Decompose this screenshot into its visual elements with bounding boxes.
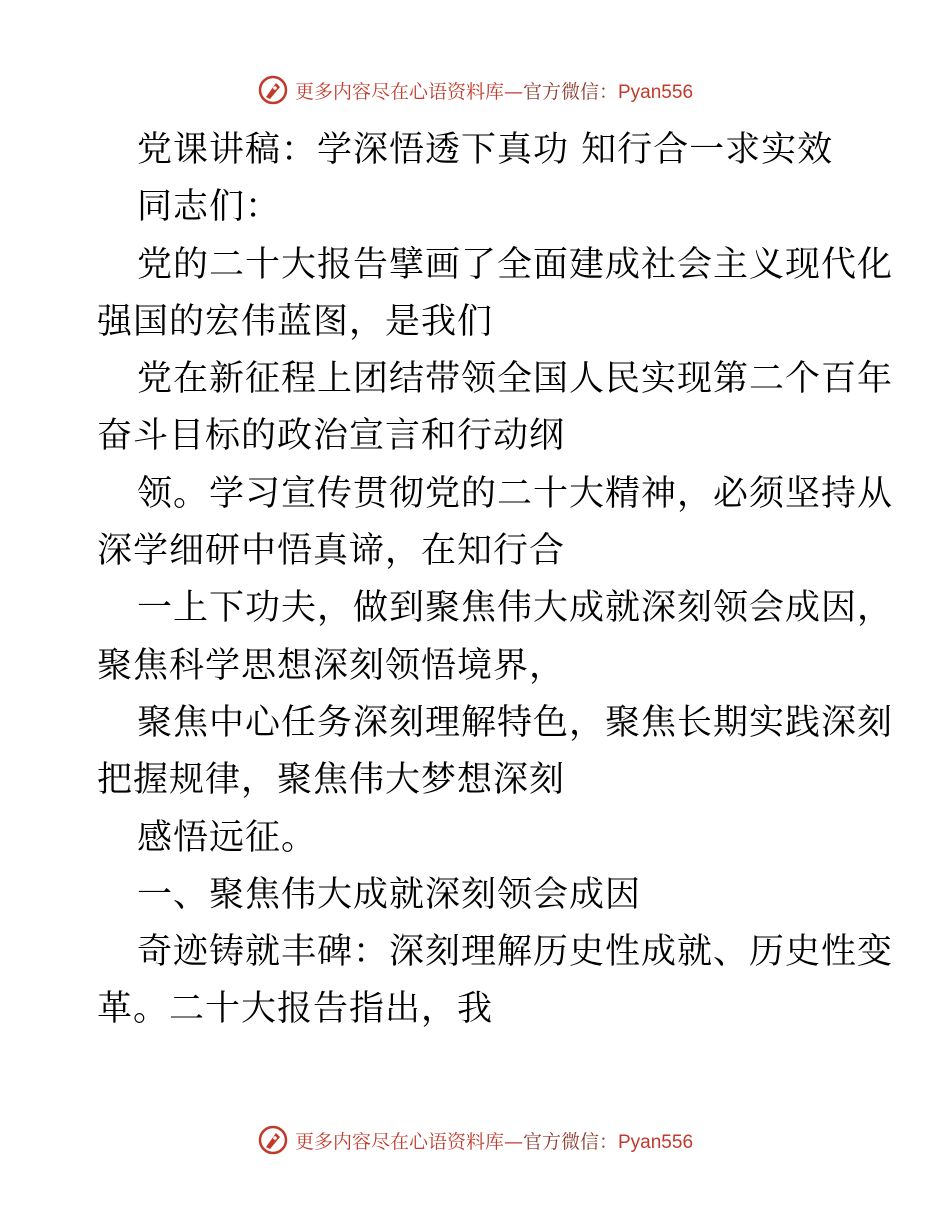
- watermark-dash: —: [503, 80, 523, 103]
- document-body: [97, 122, 894, 1039]
- watermark-wechat-label: 官方微信：: [522, 80, 618, 103]
- pen-nib-logo-icon: [257, 74, 289, 106]
- paragraph-line: 把握规律，聚焦伟大梦想深刻: [97, 760, 566, 801]
- paragraph-line: 领。学习宣传贯彻党的二十大精神，必须坚持从: [137, 473, 894, 514]
- paragraph-line: 感悟远征。: [137, 817, 318, 858]
- paragraph-line: 强国的宏伟蓝图，是我们: [97, 301, 494, 342]
- watermark-wechat-label: 官方微信：: [522, 1130, 618, 1153]
- watermark-content: [257, 74, 693, 106]
- paragraph-line: 奋斗目标的政治宣言和行动纲: [97, 416, 566, 457]
- watermark-site-text: 更多内容尽在心语资料库: [294, 1130, 504, 1153]
- paragraph-line: 党的二十大报告擘画了全面建成社会主义现代化: [137, 244, 894, 285]
- section-heading: 一、聚焦伟大成就深刻领会成因: [137, 874, 642, 915]
- paragraph-line: 聚焦科学思想深刻领悟境界，: [97, 645, 566, 686]
- watermark-site-text: 更多内容尽在心语资料库: [294, 80, 504, 103]
- watermark-content: [257, 1124, 693, 1156]
- watermark-text: [295, 77, 693, 104]
- watermark-wechat-id: Pyan556: [618, 1131, 694, 1153]
- watermark-dash: —: [503, 1130, 523, 1153]
- salutation: 同志们：: [137, 187, 282, 228]
- footer-watermark: [0, 1120, 950, 1160]
- watermark-text: [295, 1127, 693, 1154]
- paragraph-line: 奇迹铸就丰碑：深刻理解历史性成就、历史性变: [137, 932, 894, 973]
- paragraph-line: 党在新征程上团结带领全国人民实现第二个百年: [137, 359, 894, 400]
- paragraph-line: 深学细研中悟真谛，在知行合: [97, 531, 566, 572]
- paragraph-line: 聚焦中心任务深刻理解特色，聚焦长期实践深刻: [137, 702, 894, 743]
- pen-nib-logo-icon: [257, 1124, 289, 1156]
- paragraph-line: 革。二十大报告指出，我: [97, 989, 494, 1030]
- header-watermark: [0, 70, 950, 110]
- paragraph-line: 一上下功夫，做到聚焦伟大成就深刻领会成因，: [137, 588, 894, 629]
- watermark-wechat-id: Pyan556: [618, 81, 694, 103]
- document-title: 党课讲稿：学深悟透下真功 知行合一求实效: [137, 130, 834, 170]
